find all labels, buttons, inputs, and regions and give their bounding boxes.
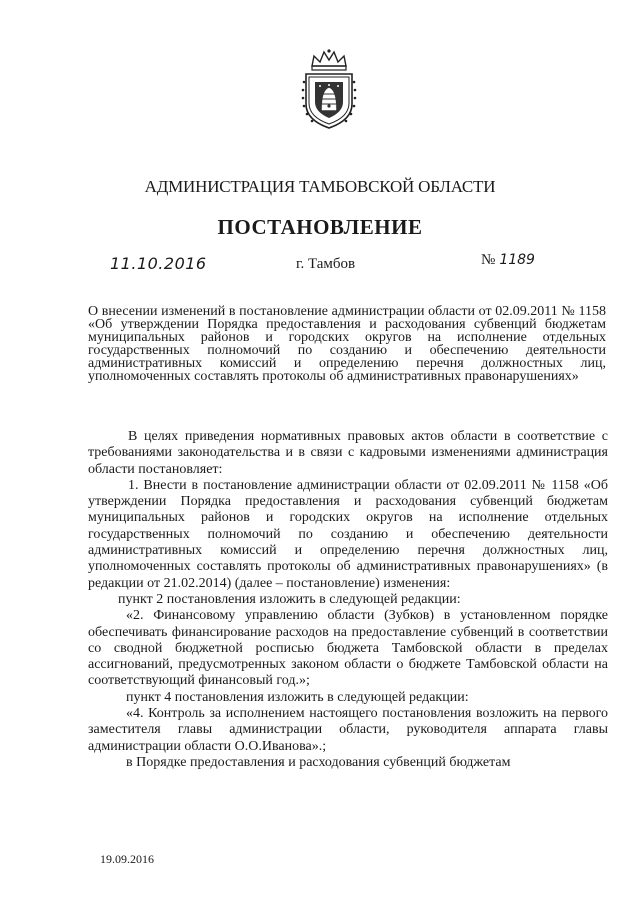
footer-date: 19.09.2016: [100, 852, 154, 866]
coat-of-arms-emblem: [300, 48, 358, 130]
number-sign: №: [481, 252, 496, 268]
document-city: г. Тамбов: [296, 256, 356, 272]
document-date: 11.10.2016: [110, 254, 207, 273]
document-subject: О внесении изменений в постановление администрации области от 02.09.2011 № 1158 «Об утверждении Порядка предоставления и расходования субвенций бюджетам муниципальных районов и городских округов на исполнение отдельных государственных полномочий по созданию и обеспечению деятельности административных комиссий и определению перечня должностных лиц, уполномоченных составлять протоколы об административных правонарушениях»: [88, 304, 606, 384]
document-title: ПОСТАНОВЛЕНИЕ: [217, 215, 423, 239]
point-4-text: «4. Контроль за исполнением настоящего постановления возложить на первого заместителя главы администрации области, руководителя аппарата главы администрации области О.О.Иванова».;: [88, 706, 608, 754]
order-amendment-paragraph: в Порядке предоставления и расходования субвенций бюджетам: [126, 754, 511, 770]
point-2-lead: пункт 2 постановления изложить в следующей редакции:: [118, 591, 461, 607]
document-body: [88, 429, 608, 771]
point-4-lead: пункт 4 постановления изложить в следующей редакции:: [126, 689, 469, 705]
item-1-paragraph: 1. Внести в постановление администрации области от 02.09.2011 № 1158 «Об утверждении Порядка предоставления и расходования субвенций бюджетам муниципальных районов и городских округов на исполнение отдельных государственных полномочий по созданию и обеспечению деятельности административных комиссий и определению перечня должностных лиц, уполномоченных составлять протоколы об административных правонарушениях» (в редакции от 21.02.2014) (далее – постановление) изменения:: [88, 477, 608, 591]
organization-name: АДМИНИСТРАЦИЯ ТАМБОВСКОЙ ОБЛАСТИ: [144, 177, 496, 196]
number-value: 1189: [499, 252, 535, 268]
point-2-text: «2. Финансовому управлению области (Зубков) в установленном порядке обеспечивать финансирование расходов на предоставление субвенций в соответствии со сводной бюджетной росписью бюджета Тамбовской области в пределах ассигнований, предусмотренных законом области о бюджете Тамбовской области на соответствующий финансовый год.»;: [88, 608, 608, 689]
preamble-paragraph: В целях приведения нормативных правовых актов области в соответствие с требованиями законодательства и в связи с кадровыми изменениями администрация области постановляет:: [88, 429, 608, 477]
document-number: [481, 252, 535, 269]
